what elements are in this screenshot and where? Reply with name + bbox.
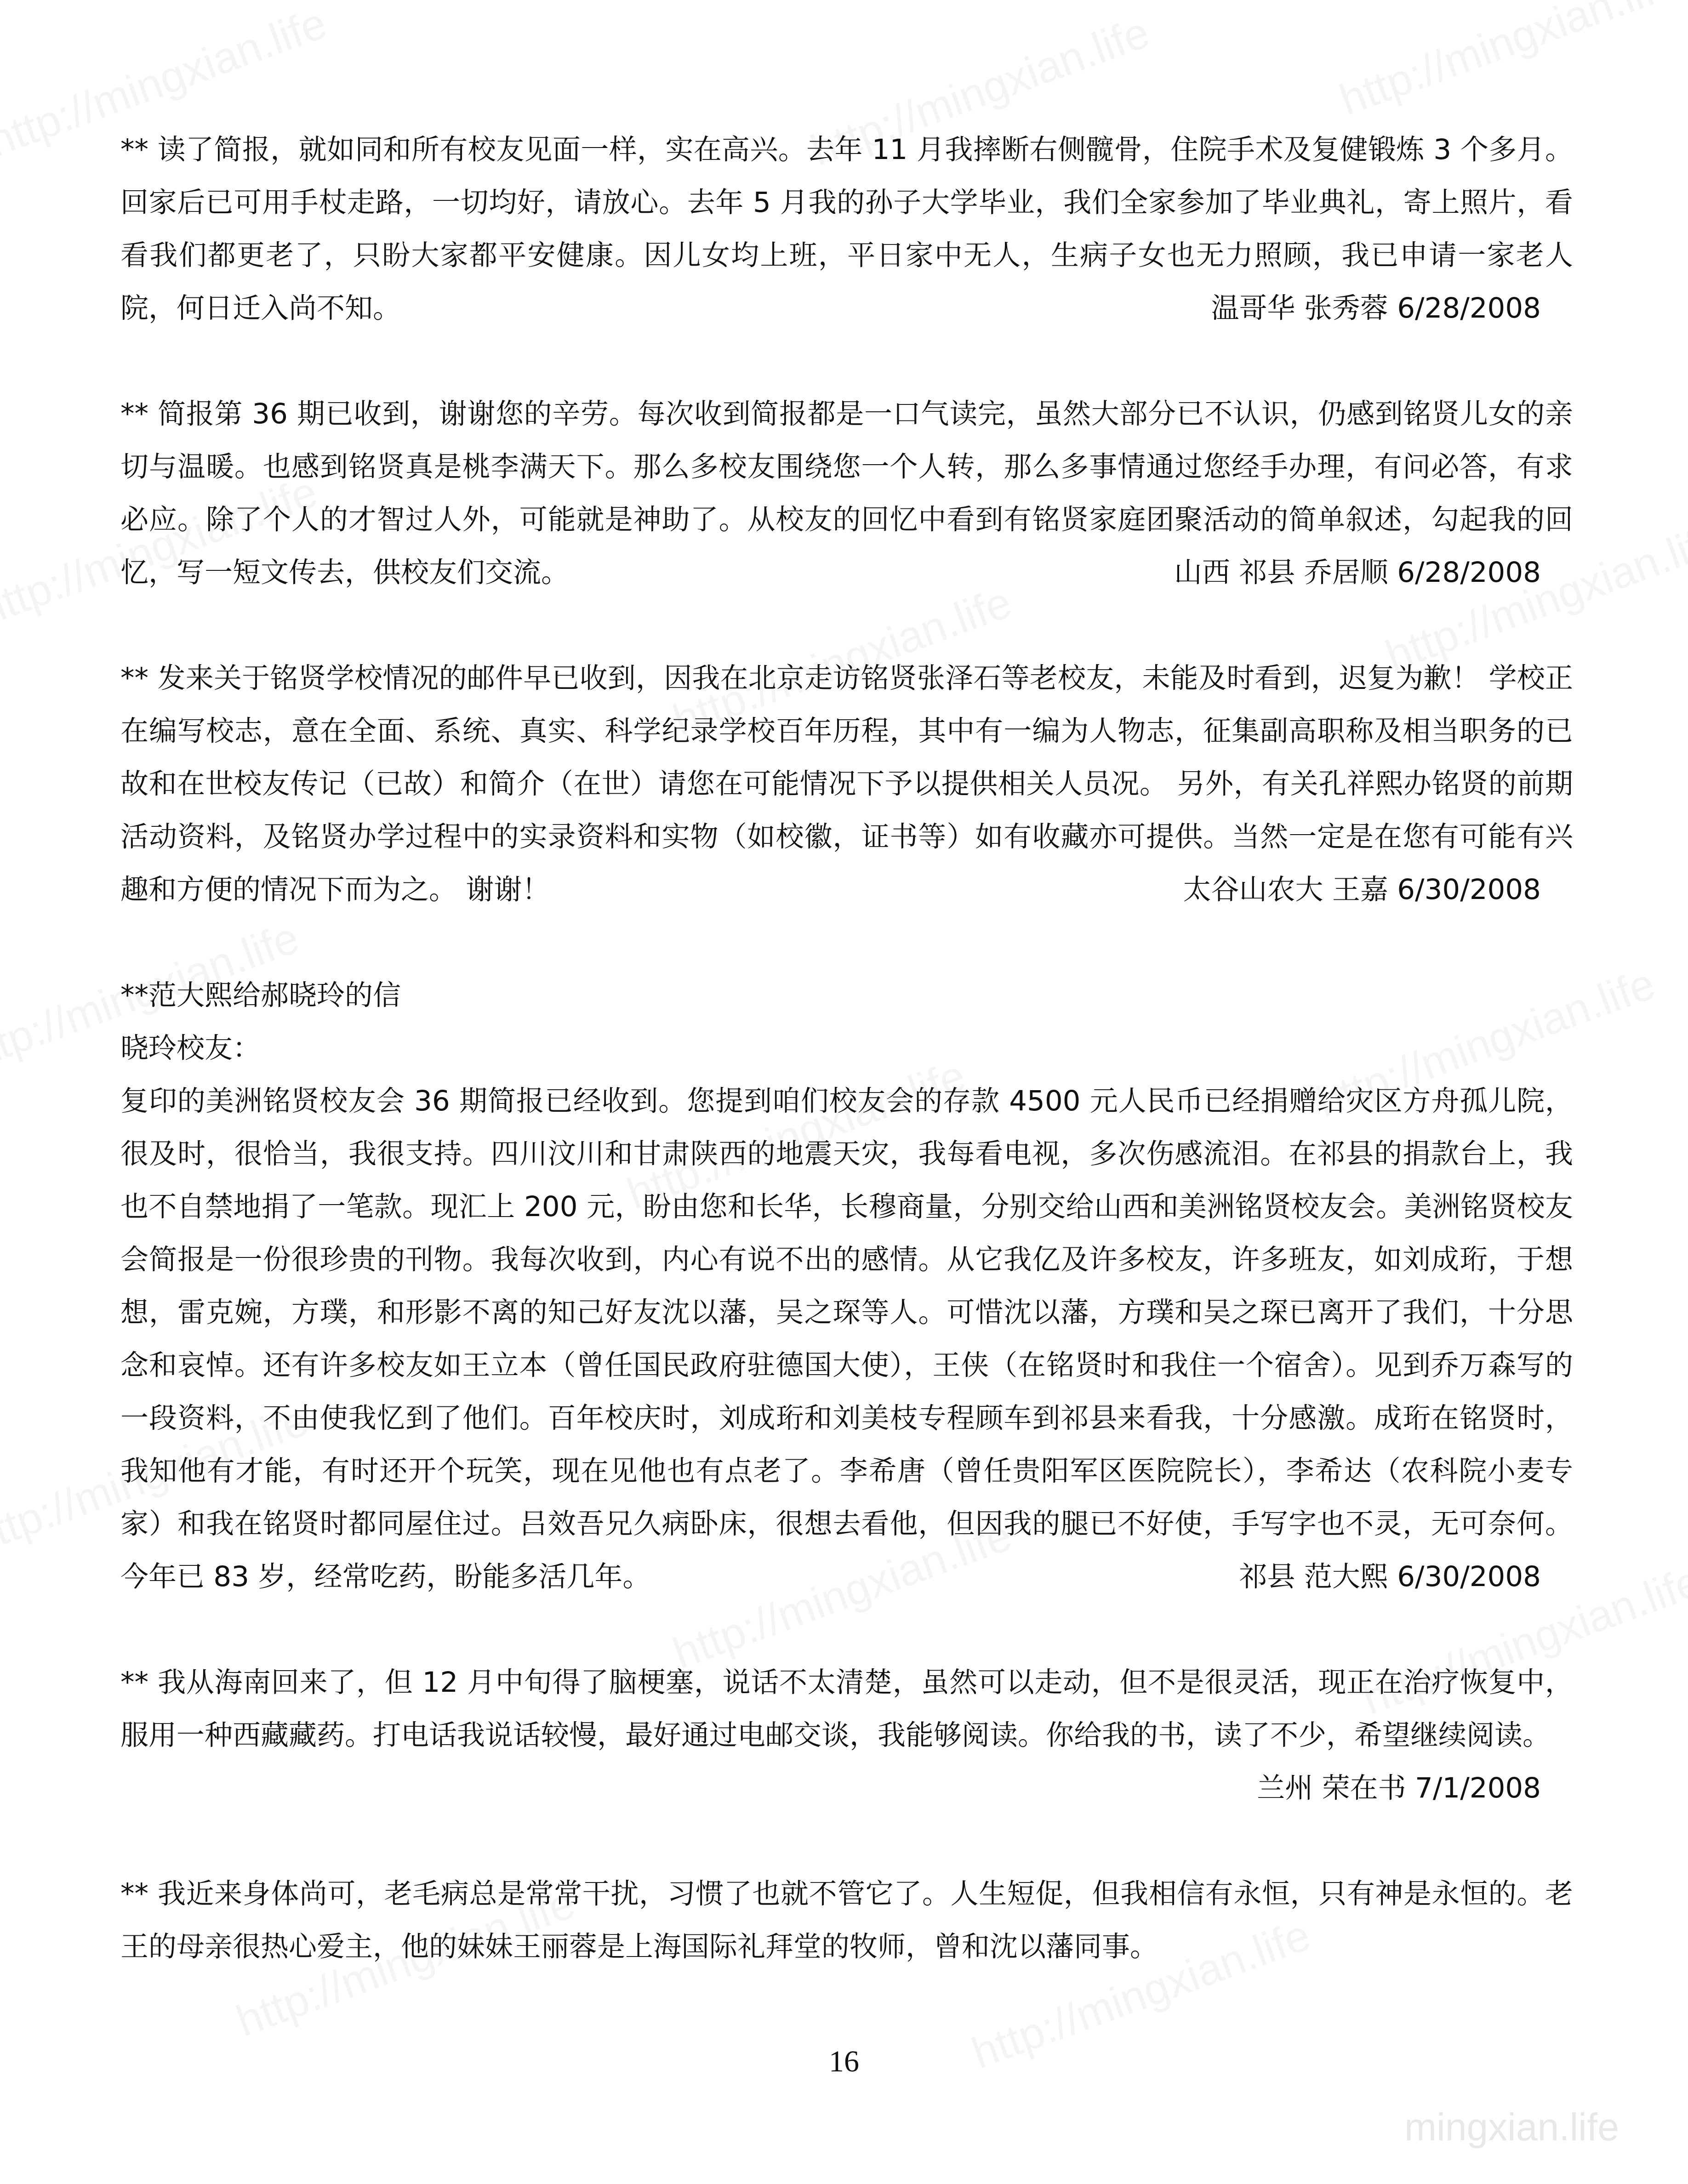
- letter-body: [120, 1075, 1573, 1603]
- letter-text: ** 简报第 36 期已收到，谢谢您的辛劳。每次收到简报都是一口气读完，虽然大部分已不认识，仍感到铭贤儿女的亲切与温暖。也感到铭贤真是桃李满天下。那么多校友围绕您一个人转，那么多事情通过您经手办理，有问必答，有求必应。除了个人的才智过人外，可能就是神助了。从校友的回忆中看到有铭贤家庭团聚活动的简单叙述，勾起我的回忆，写一短文传去，供校友们交流。: [120, 398, 1573, 589]
- letter-text: ** 发来关于铭贤学校情况的邮件早已收到，因我在北京走访铭贤张泽石等老校友，未能及时看到，迟复为歉！ 学校正在编写校志，意在全面、系统、真实、科学纪录学校百年历程，其中有一编为人物志，征集副高职称及相当职务的已故和在世校友传记（已故）和简介（在世）请您在可能情况下予以提供相关人员况。 另外，有关孔祥熙办铭贤的前期活动资料，及铭贤办学过程中的实录资料和实物（如校徽，证书等）如有收藏亦可提供。当然一定是在您有可能有兴趣和方便的情况下而为之。 谢谢！: [120, 662, 1573, 906]
- letter-signature: 兰州 荣在书 7/1/2008: [1257, 1772, 1541, 1804]
- letter-signature: 太谷山农大 王嘉 6/30/2008: [1183, 873, 1541, 906]
- watermark: [1333, 0, 1685, 125]
- letter-body: [120, 652, 1573, 916]
- letter-greeting: 晓玲校友：: [120, 1032, 261, 1064]
- letter-signature: 山西 祁县 乔居顺 6/28/2008: [1174, 556, 1541, 589]
- letter-signature: 温哥华 张秀蓉 6/28/2008: [1211, 292, 1541, 324]
- letter-text: ** 我从海南回来了，但 12 月中旬得了脑梗塞，说话不太清楚，虽然可以走动，但不是很灵活，现正在治疗恢复中，服用一种西藏藏药。打电话我说话较慢，最好通过电邮交谈，我能够阅读。你给我的书，读了不少，希望继续阅读。: [120, 1666, 1573, 1752]
- letter-body: [120, 123, 1573, 335]
- letter-heading: **范大熙给郝晓玲的信: [120, 979, 401, 1012]
- letter-entry: [120, 1656, 1573, 1814]
- letter-entry: [120, 969, 1573, 1603]
- page-number: 16: [829, 2045, 859, 2078]
- corner-watermark: mingxian.life: [1404, 2105, 1619, 2149]
- letter-body: [120, 1656, 1573, 1814]
- letter-text: ** 读了简报，就如同和所有校友见面一样，实在高兴。去年 11 月我摔断右侧髋骨，住院手术及复健锻炼 3 个多月。回家后已可用手杖走路，一切均好，请放心。去年 5 月我的孙子大学毕业，我们全家参加了毕业典礼，寄上照片，看看我们都更老了，只盼大家都平安健康。因儿女均上班，平日家中无人，生病子女也无力照顾，我已申请一家老人院，何日迁入尚不知。: [120, 133, 1573, 324]
- letter-text: 复印的美洲铭贤校友会 36 期简报已经收到。您提到咱们校友会的存款 4500 元人民币已经捐赠给灾区方舟孤儿院，很及时，很恰当，我很支持。四川汶川和甘肃陕西的地震天灾，我每看电视，多次伤感流泪。在祁县的捐款台上，我也不自禁地捐了一笔款。现汇上 200 元，盼由您和长华，长穆商量，分别交给山西和美洲铭贤校友会。美洲铭贤校友会简报是一份很珍贵的刊物。我每次收到，内心有说不出的感情。从它我亿及许多校友，许多班友，如刘成珩，于想想，雷克婉，方璞，和形影不离的知己好友沈以藩，吴之琛等人。可惜沈以藩，方璞和吴之琛已离开了我们，十分思念和哀悼。还有许多校友如王立本（曾任国民政府驻德国大使），王侠（在铭贤时和我住一个宿舍）。见到乔万森写的一段资料，不由使我忆到了他们。百年校庆时，刘成珩和刘美枝专程顾车到祁县来看我，十分感激。成珩在铭贤时，我知他有才能，有时还开个玩笑，现在见他也有点老了。李希唐（曾任贵阳军区医院院长），李希达（农科院小麦专家）和我在铭贤时都同屋住过。吕效吾兄久病卧床，很想去看他，但因我的腿已不好使，手写字也不灵，无可奈何。今年已 83 岁，经常吃药，盼能多活几年。: [120, 1085, 1573, 1593]
- letter-body: [120, 387, 1573, 599]
- letter-entry: [120, 1867, 1573, 1973]
- letter-signature: 祁县 范大熙 6/30/2008: [1239, 1560, 1541, 1593]
- letters-column: [120, 123, 1573, 2026]
- letter-text: ** 我近来身体尚可，老毛病总是常常干扰，习惯了也就不管它了。人生短促，但我相信有永恒，只有神是永恒的。老王的母亲很热心爱主，他的妹妹王丽蓉是上海国际礼拜堂的牧师，曾和沈以藩同事。: [120, 1877, 1573, 1963]
- letter-entry: [120, 123, 1573, 335]
- letter-body: [120, 1867, 1573, 1973]
- letter-entry: [120, 652, 1573, 916]
- letter-entry: [120, 387, 1573, 599]
